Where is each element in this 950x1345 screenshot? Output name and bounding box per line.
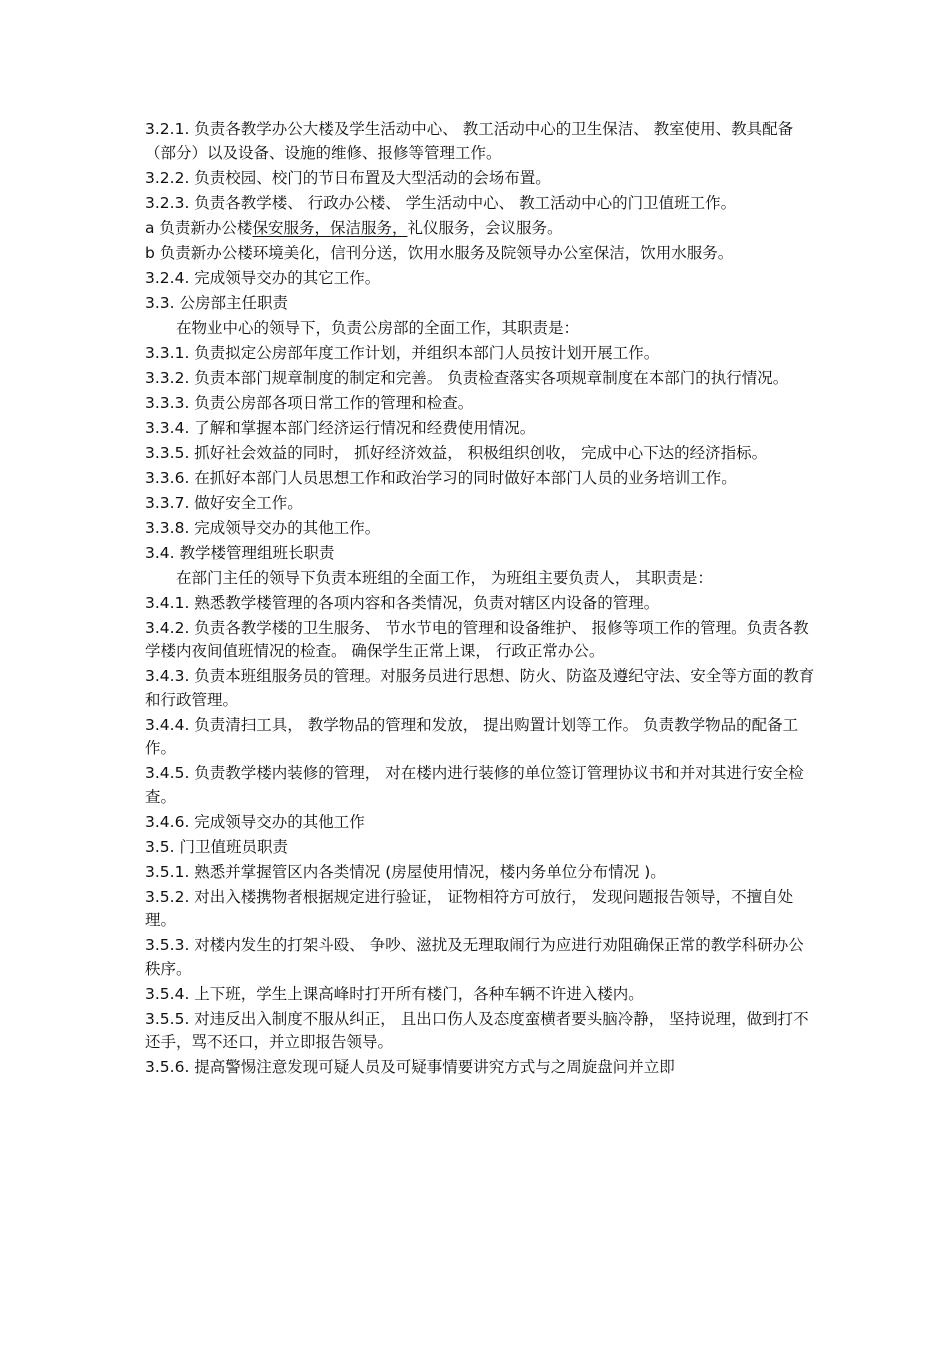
clause-3-5-4: 3.5.4. 上下班，学生上课高峰时打开所有楼门，各种车辆不许进入楼内。 bbox=[145, 984, 644, 1003]
clause-3-5-3: 3.5.3. 对楼内发生的打架斗殴、 争吵、滋扰及无理取闹行为应进行劝阻确保正常的教学科研办公秩序。 bbox=[145, 936, 804, 978]
section-3-3-heading: 3.3. 公房部主任职责 bbox=[145, 293, 289, 312]
clause-3-5-5: 3.5.5. 对违反出入制度不服从纠正， 且出口伤人及态度蛮横者要头脑冷静， 坚持说理，做到打不还手，骂不还口，并立即报告领导。 bbox=[145, 1009, 809, 1051]
clause-3-2-3: 3.2.3. 负责各教学楼、 行政办公楼、 学生活动中心、 教工活动中心的门卫值班工作。 bbox=[145, 193, 737, 212]
clause-a bbox=[145, 217, 815, 241]
clause-3-5-2: 3.5.2. 对出入楼携物者根据规定进行验证， 证物相符方可放行， 发现问题报告领导，不擅自处理。 bbox=[145, 887, 794, 929]
clause-3-3-2: 3.3.2. 负责本部门规章制度的制定和完善。 负责检查落实各项规章制度在本部门的执行情况。 bbox=[145, 368, 789, 387]
clause-a-security-service: 保安服务， bbox=[252, 218, 330, 237]
clause-3-4-1: 3.4.1. 熟悉教学楼管理的各项内容和各类情况，负责对辖区内设备的管理。 bbox=[145, 593, 660, 612]
clause-b: b 负责新办公楼环境美化，信刊分送，饮用水服务及院领导办公室保洁，饮用水服务。 bbox=[145, 243, 734, 262]
section-3-3-intro: 在物业中心的领导下，负责公房部的全面工作，其职责是： bbox=[176, 318, 580, 337]
clause-3-3-4: 3.3.4. 了解和掌握本部门经济运行情况和经费使用情况。 bbox=[145, 418, 536, 437]
document-body bbox=[145, 118, 815, 1081]
clause-3-2-1: 3.2.1. 负责各教学办公大楼及学生活动中心、 教工活动中心的卫生保洁、 教室使用、教具配备（部分）以及设备、设施的维修、报修等管理工作。 bbox=[145, 120, 794, 162]
clause-3-2-4: 3.2.4. 完成领导交办的其它工作。 bbox=[145, 268, 381, 287]
clause-3-3-7: 3.3.7. 做好安全工作。 bbox=[145, 493, 303, 512]
clause-3-4-4: 3.4.4. 负责清扫工具， 教学物品的管理和发放， 提出购置计划等工作。 负责教学物品的配备工作。 bbox=[145, 715, 799, 757]
clause-3-5-1: 3.5.1. 熟悉并掌握管区内各类情况 (房屋使用情况，楼内务单位分布情况 )。 bbox=[145, 862, 666, 881]
clause-3-3-6: 3.3.6. 在抓好本部门人员思想工作和政治学习的同时做好本部门人员的业务培训工作。 bbox=[145, 468, 737, 487]
clause-a-prefix: a 负责新办公楼 bbox=[145, 218, 253, 237]
clause-a-cleaning-service: 保洁服务， bbox=[329, 218, 408, 237]
clause-3-3-5: 3.3.5. 抓好社会效益的同时， 抓好经济效益， 积极组织创收， 完成中心下达的经济指标。 bbox=[145, 443, 768, 462]
clause-3-4-6: 3.4.6. 完成领导交办的其他工作 bbox=[145, 812, 365, 831]
clause-3-4-2: 3.4.2. 负责各教学楼的卫生服务、 节水节电的管理和设备维护、 报修等项工作的管理。负责各教学楼内夜间值班情况的检查。 确保学生正常上课， 行政正常办公。 bbox=[145, 618, 809, 660]
clause-3-3-3: 3.3.3. 负责公房部各项日常工作的管理和检查。 bbox=[145, 393, 474, 412]
clause-3-3-8: 3.3.8. 完成领导交办的其他工作。 bbox=[145, 518, 381, 537]
clause-3-3-1: 3.3.1. 负责拟定公房部年度工作计划，并组织本部门人员按计划开展工作。 bbox=[145, 343, 660, 362]
section-3-5-heading: 3.5. 门卫值班员职责 bbox=[145, 837, 289, 856]
clause-3-5-6: 3.5.6. 提高警惕注意发现可疑人员及可疑事情要讲究方式与之周旋盘问并立即 bbox=[145, 1058, 675, 1076]
section-3-4-heading: 3.4. 教学楼管理组班长职责 bbox=[145, 543, 335, 562]
clause-3-4-3: 3.4.3. 负责本班组服务员的管理。对服务员进行思想、防火、防盗及遵纪守法、安全等方面的教育和行政管理。 bbox=[145, 667, 815, 709]
clause-3-2-2: 3.2.2. 负责校园、校门的节日布置及大型活动的会场布置。 bbox=[145, 168, 551, 187]
section-3-4-intro: 在部门主任的领导下负责本班组的全面工作， 为班组主要负责人， 其职责是： bbox=[176, 568, 713, 587]
clause-a-suffix: 礼仪服务，会议服务。 bbox=[407, 218, 563, 237]
clause-3-4-5: 3.4.5. 负责教学楼内装修的管理， 对在楼内进行装修的单位签订管理协议书和并对其进行安全检查。 bbox=[145, 764, 804, 806]
